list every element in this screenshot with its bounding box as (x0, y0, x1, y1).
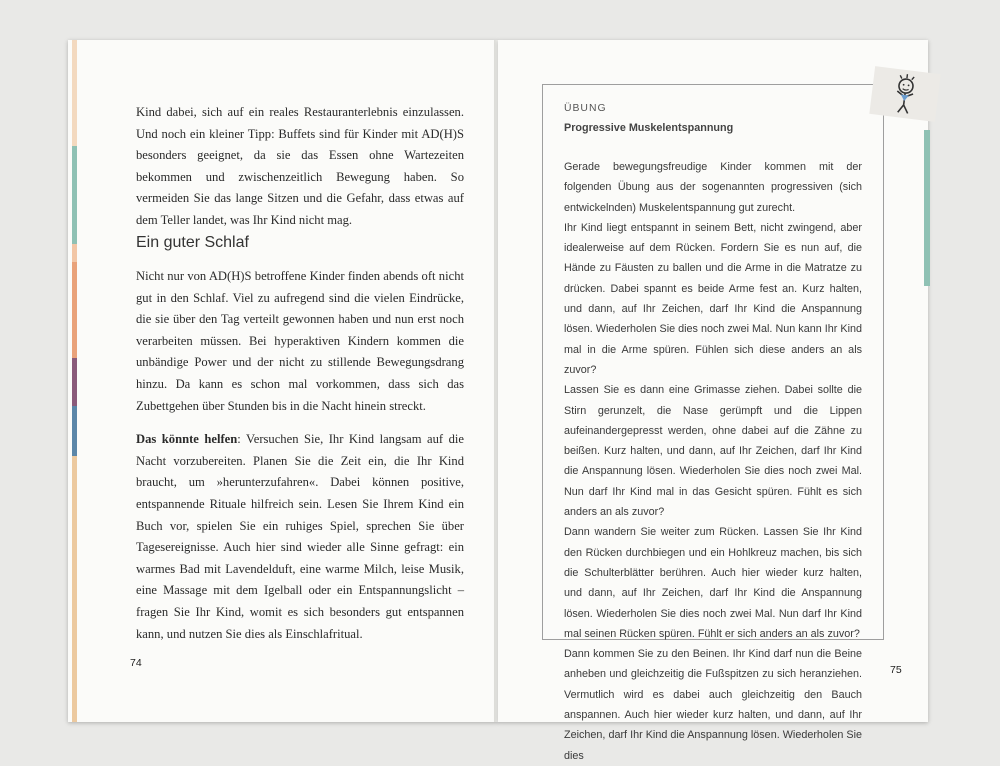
page-number-left: 74 (130, 657, 142, 669)
sleep-paragraph: Nicht nur von AD(H)S betroffene Kinder finden abends oft nicht gut in den Schlaf. Viel zu aufregend sind die vielen Eindrücke, die sie über den Tag verteilt gewonnen haben und nun erst noch verarbeiten müssen. Bei hyperaktiven Kindern kommen die unbändige Power und der nicht zu stillende Bewegungsdrang hinzu. Da kann es schon mal vorkommen, dass sich das Zubettgehen über Stunden bis in die Nacht hinein streckt. (136, 269, 464, 413)
exercise-paragraph-3: Lassen Sie es dann eine Grimasse ziehen. Dabei sollte die Stirn gerunzelt, die Nase gerümpft und die Lippen aufeinandergepresst werden, ohne dabei auf die Zähne zu beißen. Kurz halten, und dann, auf Ihr Zeichen, darf Ihr Kind die Anspannung lösen. Wiederholen Sie dies noch zwei Mal. Nun darf Ihr Kind mal in das Gesicht spüren. Fühlt es sich anders an als zuvor? (564, 384, 862, 519)
stick-figure-child-icon (869, 66, 940, 122)
exercise-body (564, 157, 862, 766)
tip-bold: Das könnte helfen (136, 432, 238, 447)
exercise-title: Progressive Muskelentspannung (564, 122, 734, 134)
exercise-label: ÜBUNG (564, 103, 607, 114)
page-number-right: 75 (890, 664, 902, 676)
exercise-box (542, 84, 884, 762)
edge-tab-2 (72, 146, 77, 244)
exercise-paragraph-2: Ihr Kind liegt entspannt in seinem Bett, nicht zwingend, aber idealerweise auf dem Rücken. Fordern Sie es nun auf, die Hände zu Fäusten zu ballen und die Arme in die Matratze zu drücken. Dabei spannt es beide Arme fest an. Kurz halten, und dann, auf Ihr Zeichen, darf Ihr Kind die Anspannung lösen. Wiederholen Sie dies noch zwei Mal. Nun kann Ihr Kind mal in die Arme spüren. Fühlen sich diese anders an als zuvor? (564, 221, 862, 376)
body-text (136, 266, 464, 657)
section-heading: Ein guter Schlaf (136, 234, 249, 251)
edge-tab-7 (72, 456, 77, 722)
exercise-paragraph-4: Dann wandern Sie weiter zum Rücken. Lassen Sie Ihr Kind den Rücken durchbiegen und ein Hohlkreuz machen, bis sich die Schulterblätter berühren. Auch hier wieder kurz halten, und dann, auf Ihr Zeichen, darf Ihr Kind die Anspannung lösen. Wiederholen Sie dies noch zwei Mal. Nun darf Ihr Kind mal seinen Rücken spüren. Fühlt er sich anders an als zuvor? (564, 526, 862, 640)
edge-tab-4 (72, 262, 77, 358)
exercise-paragraph-1: Gerade bewegungsfreudige Kinder kommen mit der folgenden Übung aus der sogenannten progressiven (sich entwickelnden) Muskelentspannung gut zurecht. (564, 161, 862, 214)
edge-tab-6 (72, 406, 77, 456)
open-book (62, 40, 934, 762)
edge-tab-1 (72, 40, 77, 146)
right-page (498, 40, 928, 762)
right-edge-tab (924, 130, 930, 286)
edge-tab-3 (72, 244, 77, 262)
exercise-paragraph-5: Dann kommen Sie zu den Beinen. Ihr Kind darf nun die Beine anheben und gleichzeitig die Fußspitzen zu sich heranziehen. Vermutlich wird es dabei auch gleichzeitig den Bauch anspannen. Auch hier wieder kurz halten, und dann, auf Ihr Zeichen, darf Ihr Kind die Anspannung lösen. Wiederholen Sie dies (564, 648, 862, 762)
continuation-paragraph: Kind dabei, sich auf ein reales Restauranterlebnis einzulassen. Und noch ein kleiner Tipp: Buffets sind für Kinder mit AD(H)S besonders geeignet, da sie das Essen ohne Wartezeiten bekommen und zwischenzeitlich Bewegung haben. So vermeiden Sie das lange Sitzen und die Gefahr, dass etwas auf dem Teller landet, was Ihr Kind nicht mag. (136, 105, 464, 227)
left-page (68, 40, 498, 722)
continuation-text (136, 102, 464, 244)
tip-text: : Versuchen Sie, Ihr Kind langsam auf die Nacht vorzubereiten. Planen Sie die Zeit ein, die Ihr Kind braucht, um »herunterzufahren«. Dabei können positive, entspannende Rituale hilfreich sein. Lesen Sie Ihrem Kind ein Buch vor, spielen Sie ein ruhiges Spiel, sprechen Sie über Tagesereignisse. Auch hier sind wieder alle Sinne gefragt: ein warmes Bad mit Lavendelduft, eine warme Milch, leise Musik, eine Massage mit dem Igelball oder ein Entspannungslicht – fragen Sie Ihr Kind, womit es sich besonders gut entspannen kann, und nutzen Sie dies als Einschlafritual. (136, 432, 465, 641)
edge-tab-5 (72, 358, 77, 406)
sticker (869, 66, 940, 122)
tip-paragraph (136, 429, 464, 645)
